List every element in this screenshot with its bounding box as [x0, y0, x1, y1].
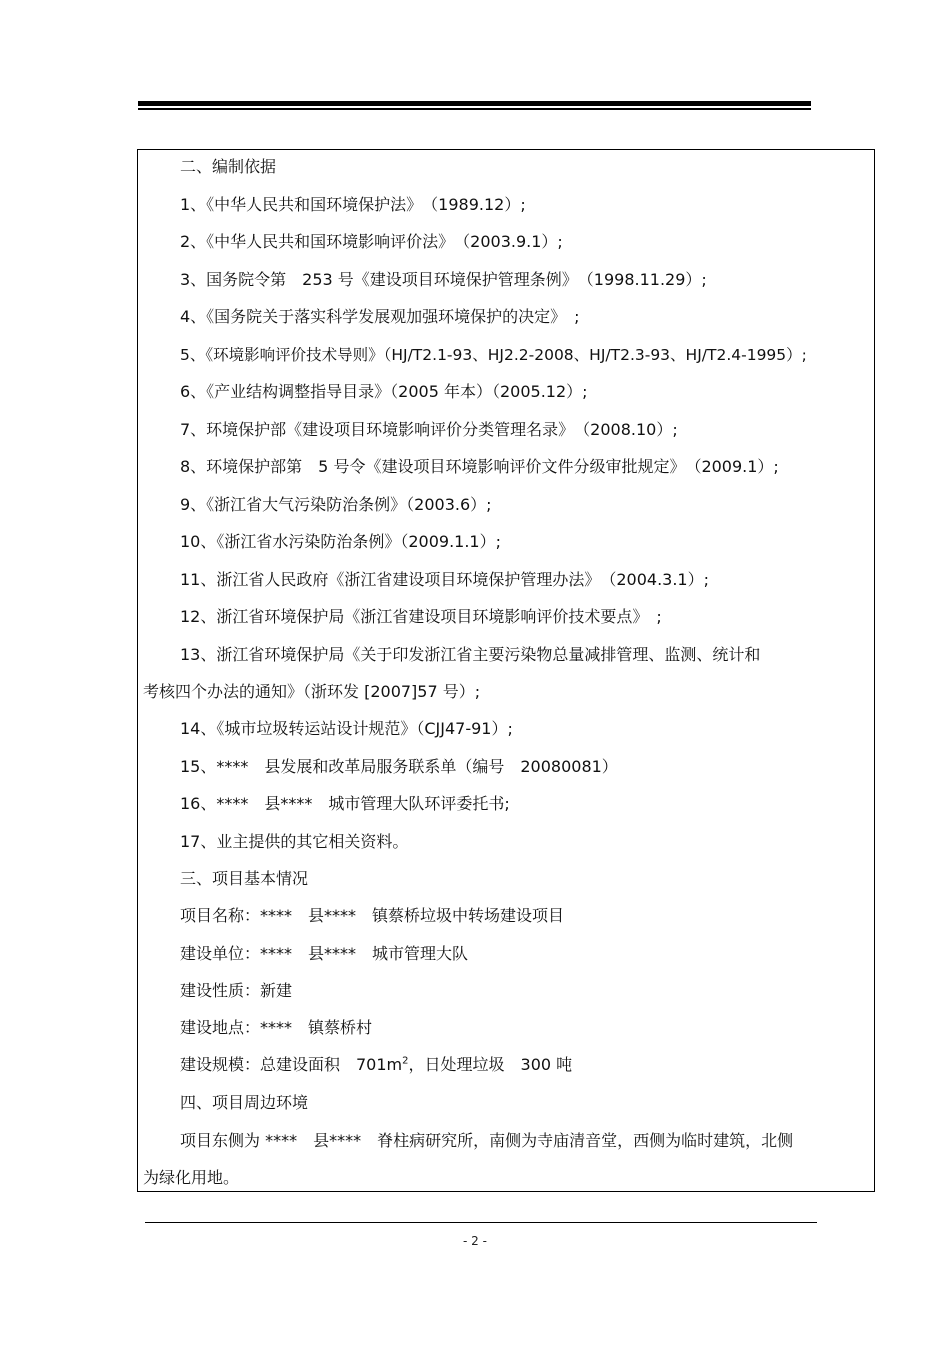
basis-item-2: 2、《中华人民共和国环境影响评价法》 （2003.9.1）; [180, 232, 563, 251]
project-name: 项目名称：**** 县**** 镇蔡桥垃圾中转场建设项目 [180, 906, 565, 925]
section-title-project: 三、项目基本情况 [180, 869, 309, 888]
basis-item-16: 16、**** 县**** 城市管理大队环评委托书; [180, 794, 510, 813]
basis-item-6: 6、《产业结构调整指导目录》（2005 年本）（2005.12）; [180, 382, 588, 401]
env-line-1: 项目东侧为 **** 县**** 脊柱病研究所，南侧为寺庙清音堂，西侧为临时建筑，北侧 [180, 1131, 794, 1150]
header-rule-thick [138, 101, 811, 106]
footer-rule [145, 1222, 817, 1223]
basis-item-9: 9、《浙江省大气污染防治条例》（2003.6）; [180, 495, 492, 514]
basis-item-8: 8、环境保护部第 5 号令《建设项目环境影响评价文件分级审批规定》 （2009.1）; [180, 457, 779, 476]
project-scale-sup: 2 [402, 1055, 409, 1067]
basis-item-13-line2: 考核四个办法的通知》（浙环发 [2007]57 号）; [143, 682, 481, 701]
basis-item-14: 14、《城市垃圾转运站设计规范》（CJJ47-91）; [180, 719, 513, 738]
basis-item-13-line1: 13、浙江省环境保护局《关于印发浙江省主要污染物总量减排管理、监测、统计和 [180, 645, 761, 664]
basis-item-15: 15、**** 县发展和改革局服务联系单（编号 20080081） [180, 757, 618, 776]
project-location: 建设地点：**** 镇蔡桥村 [180, 1018, 373, 1037]
section-title-env: 四、项目周边环境 [180, 1093, 309, 1112]
section-title-basis: 二、编制依据 [180, 157, 277, 176]
basis-item-12: 12、浙江省环境保护局《浙江省建设项目环境影响评价技术要点》 ; [180, 607, 662, 626]
basis-item-17: 17、业主提供的其它相关资料。 [180, 832, 409, 851]
project-scale-prefix: 建设规模：总建设面积 701m [180, 1055, 403, 1074]
basis-item-5: 5、《环境影响评价技术导则》（HJ/T2.1-93、HJ2.2-2008、HJ/T2.3-93、HJ/T2.4-1995）; [180, 346, 807, 364]
project-scale [180, 1055, 572, 1075]
basis-item-7: 7、环境保护部《建设项目环境影响评价分类管理名录》 （2008.10）; [180, 420, 678, 439]
header-rule-thin [138, 108, 811, 110]
basis-item-3: 3、国务院令第 253 号《建设项目环境保护管理条例》 （1998.11.29）; [180, 270, 707, 289]
env-line-2: 为绿化用地。 [143, 1168, 240, 1187]
page-number: - 2 - [463, 1234, 487, 1248]
project-scale-suffix: ，日处理垃圾 300 吨 [408, 1055, 573, 1074]
basis-item-11: 11、浙江省人民政府《浙江省建设项目环境保护管理办法》 （2004.3.1）; [180, 570, 710, 589]
basis-item-1: 1、《中华人民共和国环境保护法》 （1989.12）; [180, 195, 526, 214]
basis-item-10: 10、《浙江省水污染防治条例》（2009.1.1）; [180, 532, 502, 551]
header-rule [138, 101, 811, 109]
basis-item-4: 4、《国务院关于落实科学发展观加强环境保护的决定》 ; [180, 307, 580, 326]
project-nature: 建设性质：新建 [180, 981, 293, 1000]
project-unit: 建设单位：**** 县**** 城市管理大队 [180, 944, 469, 963]
